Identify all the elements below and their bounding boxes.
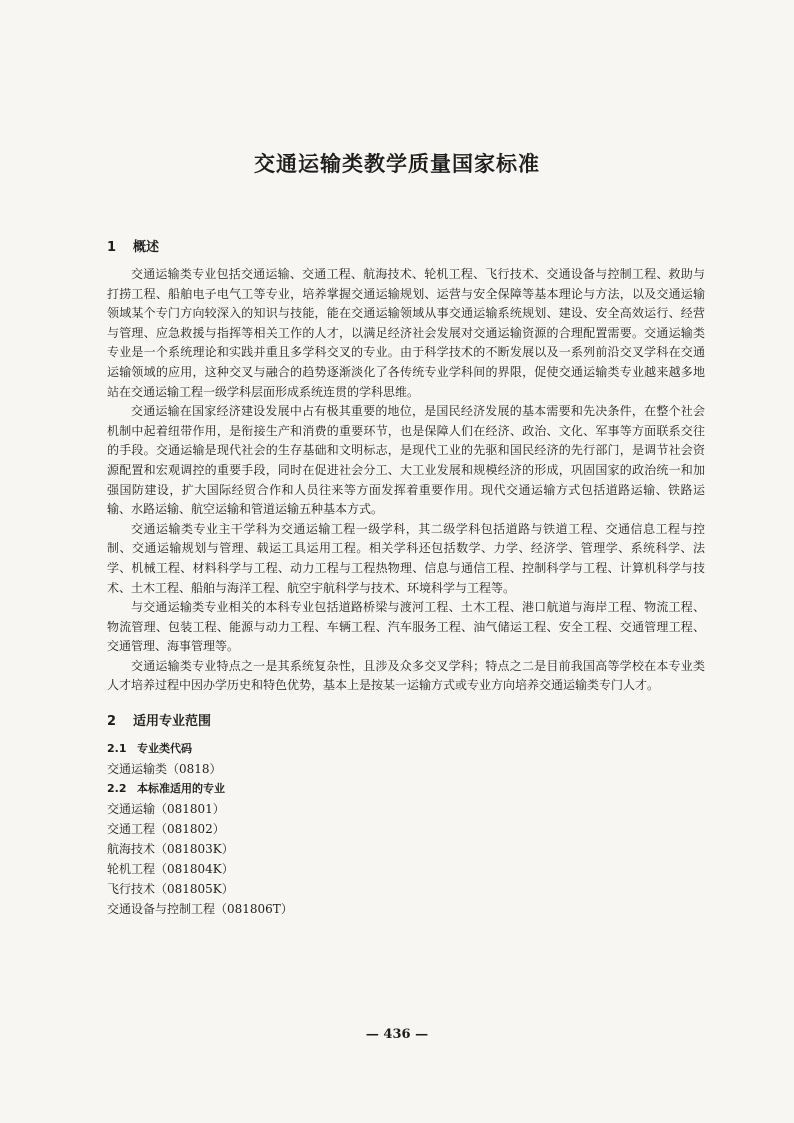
- list-item: 交通工程（081802）: [107, 822, 225, 837]
- page-title: 交通运输类教学质量国家标准: [254, 151, 540, 176]
- paragraph: 交通运输在国家经济建设发展中占有极其重要的地位，是国民经济发展的基本需要和先决条件，在整个社会机制中起着纽带作用，是衔接生产和消费的重要环节，也是保障人们在经济、政治、文化、军事等方面联系交往的手段。交通运输是现代社会的生存基础和文明标志，是现代工业的先驱和国民经济的先行部门，是调节社会资源配置和宏观调控的重要手段，同时在促进社会分工、大工业发展和规模经济的形成，巩固国家的政治统一和加强国防建设，扩大国际经贸合作和人员往来等方面发挥着重要作用。现代交通运输方式包括道路运输、铁路运输、水路运输、航空运输和管道运输五种基本方式。: [107, 404, 705, 517]
- paragraph: 交通运输类专业包括交通运输、交通工程、航海技术、轮机工程、飞行技术、交通设备与控制工程、救助与打捞工程、船舶电子电气工等专业，培养掌握交通运输规划、运营与安全保障等基本理论与方法，以及交通运输领域某个专门方向较深入的知识与技能，能在交通运输领域从事交通运输系统规划、建设、安全高效运行、经营与管理、应急救援与指挥等相关工作的人才，以满足经济社会发展对交通运输资源的合理配置需要。交通运输类专业是一个系统理论和实践并重且多学科交叉的专业。由于科学技术的不断发展以及一系列前沿交叉学科在交通运输领域的应用，这种交叉与融合的趋势逐渐淡化了各传统专业学科间的界限，促使交通运输类专业越来越多地站在交通运输工程一级学科层面形成系统连贯的学科思维。: [107, 267, 705, 399]
- list-item: 轮机工程（081804K）: [107, 862, 234, 877]
- list-item: 交通设备与控制工程（081806T）: [107, 902, 293, 917]
- list-item: 飞行技术（081805K）: [107, 882, 234, 897]
- subsection-heading: [107, 739, 705, 759]
- document-body: [107, 236, 705, 919]
- section-number: 1: [107, 240, 117, 255]
- section-title: 适用专业范围: [133, 714, 212, 730]
- section-number: 2: [107, 714, 117, 730]
- paragraph: 交通运输类专业特点之一是其系统复杂性，且涉及众多交叉学科；特点之二是目前我国高等学校在本专业类人才培养过程中因办学历史和特色优势，基本上是按某一运输方式或专业方向培养交通运输类专门人才。: [107, 658, 705, 693]
- page-number: — 436 —: [365, 1027, 429, 1042]
- subsection-number: 2.2: [107, 782, 127, 796]
- section-heading: [107, 236, 705, 255]
- list-item: 交通运输类（0818）: [107, 762, 222, 777]
- section-title: 概述: [133, 240, 160, 255]
- subsection-title: 专业类代码: [137, 742, 192, 756]
- subsection-heading: [107, 779, 705, 799]
- list-item: 航海技术（081803K）: [107, 842, 234, 857]
- paragraph: 交通运输类专业主干学科为交通运输工程一级学科，其二级学科包括道路与铁道工程、交通信息工程与控制、交通运输规划与管理、载运工具运用工程。相关学科还包括数学、力学、经济学、管理学、系统科学、法学、机械工程、材料科学与工程、动力工程与工程热物理、信息与通信工程、控制科学与工程、计算机科学与技术、土木工程、船舶与海洋工程、航空宇航科学与技术、环境科学与工程等。: [107, 521, 705, 595]
- subsection-number: 2.1: [107, 742, 127, 756]
- list-item: 交通运输（081801）: [107, 802, 225, 817]
- subsection-title: 本标准适用的专业: [137, 782, 225, 796]
- section-heading: [107, 710, 705, 729]
- paragraph: 与交通运输类专业相关的本科专业包括道路桥梁与渡河工程、土木工程、港口航道与海岸工程、物流工程、物流管理、包装工程、能源与动力工程、车辆工程、汽车服务工程、油气储运工程、安全工程、交通管理工程、交通管理、海事管理等。: [107, 600, 705, 654]
